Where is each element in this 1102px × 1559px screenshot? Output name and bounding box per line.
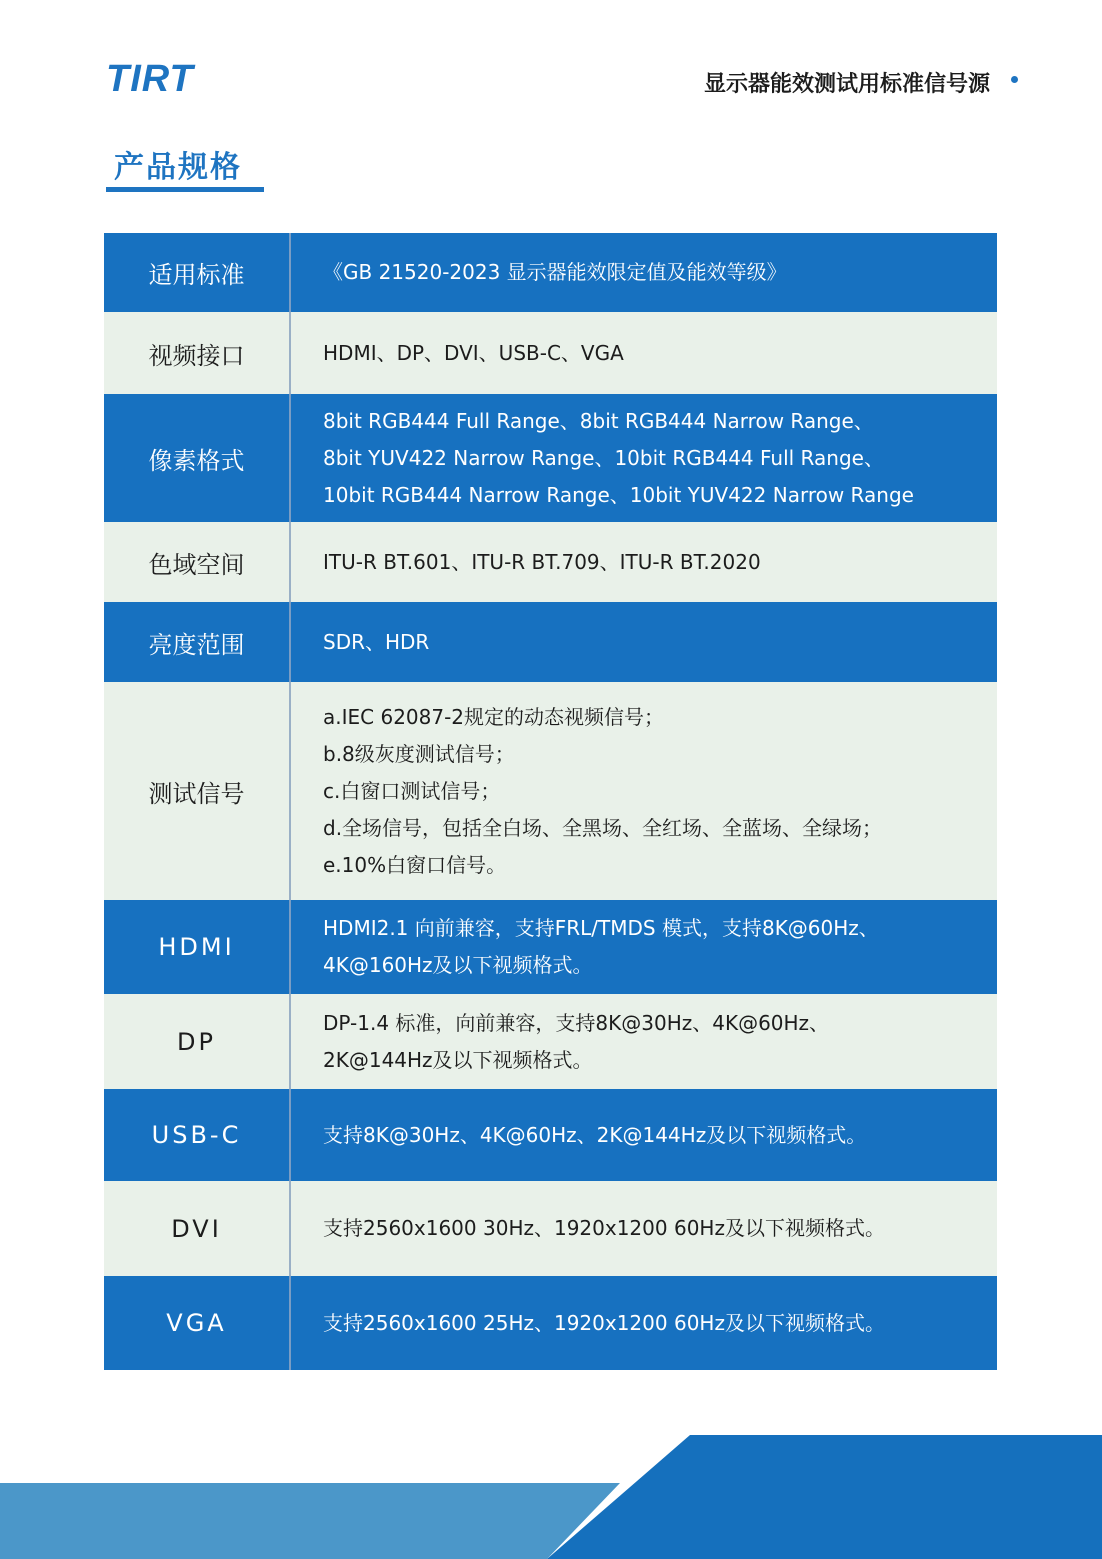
spec-label: DP — [104, 994, 291, 1089]
spec-label: 适用标准 — [104, 233, 291, 312]
spec-value-line: e.10%白窗口信号。 — [323, 852, 507, 877]
spec-row-video-interface — [104, 312, 997, 394]
spec-value — [291, 682, 997, 900]
spec-value-line: 支持2560x1600 30Hz、1920x1200 60Hz及以下视频格式。 — [323, 1216, 885, 1240]
spec-row-color-space — [104, 522, 997, 602]
spec-value-line: 2K@144Hz及以下视频格式。 — [323, 1047, 593, 1072]
spec-value-line: HDMI、DP、DVI、USB-C、VGA — [323, 340, 624, 365]
spec-row-standard — [104, 233, 997, 312]
spec-value-line: a.IEC 62087-2规定的动态视频信号； — [323, 704, 665, 729]
spec-value — [291, 522, 997, 602]
spec-value-line: 《GB 21520-2023 显示器能效限定值及能效等级》 — [323, 260, 787, 284]
spec-value — [291, 1181, 997, 1276]
spec-row-dp — [104, 994, 997, 1089]
spec-label: HDMI — [104, 900, 291, 994]
spec-value — [291, 1089, 997, 1181]
spec-value-line: c.白窗口测试信号； — [323, 778, 501, 803]
spec-table — [104, 233, 997, 1370]
spec-value — [291, 602, 997, 682]
spec-value-line: 8bit YUV422 Narrow Range、10bit RGB444 Full Range、 — [323, 445, 884, 470]
section-title: 产品规格 — [114, 150, 242, 185]
spec-value-line: d.全场信号，包括全白场、全黑场、全红场、全蓝场、全绿场； — [323, 815, 883, 840]
spec-label: 亮度范围 — [104, 602, 291, 682]
spec-label: USB-C — [104, 1089, 291, 1181]
spec-row-luminance — [104, 602, 997, 682]
footer-decoration — [0, 1400, 1102, 1559]
spec-label: 像素格式 — [104, 394, 291, 522]
spec-value — [291, 233, 997, 312]
spec-label: DVI — [104, 1181, 291, 1276]
spec-row-usb-c — [104, 1089, 997, 1181]
footer-band-dark — [547, 1435, 1102, 1559]
section-underline — [106, 187, 264, 192]
spec-label: 测试信号 — [104, 682, 291, 900]
spec-value-line: HDMI2.1 向前兼容，支持FRL/TMDS 模式，支持8K@60Hz、 — [323, 916, 879, 940]
spec-label: VGA — [104, 1276, 291, 1370]
spec-value — [291, 312, 997, 394]
spec-value-line: 8bit RGB444 Full Range、8bit RGB444 Narrow Range、 — [323, 408, 874, 433]
spec-value-line: SDR、HDR — [323, 629, 430, 654]
spec-value-line: 支持8K@30Hz、4K@60Hz、2K@144Hz及以下视频格式。 — [323, 1122, 867, 1147]
spec-row-vga — [104, 1276, 997, 1370]
spec-row-test-signal — [104, 682, 997, 900]
spec-row-dvi — [104, 1181, 997, 1276]
spec-label: 色域空间 — [104, 522, 291, 602]
spec-value-line: DP-1.4 标准，向前兼容，支持8K@30Hz、4K@60Hz、 — [323, 1010, 830, 1035]
spec-value-line: 支持2560x1600 25Hz、1920x1200 60Hz及以下视频格式。 — [323, 1310, 885, 1335]
spec-value-line: ITU-R BT.601、ITU-R BT.709、ITU-R BT.2020 — [323, 549, 761, 574]
spec-row-pixel-format — [104, 394, 997, 522]
spec-value-line: 10bit RGB444 Narrow Range、10bit YUV422 Narrow Range — [323, 482, 914, 507]
spec-value — [291, 900, 997, 994]
bullet-dot-icon — [1011, 76, 1018, 83]
document-title: 显示器能效测试用标准信号源 — [703, 72, 990, 97]
spec-row-hdmi — [104, 900, 997, 994]
brand-logo: TIRT — [106, 58, 194, 100]
spec-value-line: 4K@160Hz及以下视频格式。 — [323, 953, 593, 977]
spec-value — [291, 394, 997, 522]
spec-value — [291, 994, 997, 1089]
spec-value — [291, 1276, 997, 1370]
spec-value-line: b.8级灰度测试信号； — [323, 741, 515, 766]
footer-band-light — [0, 1483, 620, 1559]
spec-label: 视频接口 — [104, 312, 291, 394]
